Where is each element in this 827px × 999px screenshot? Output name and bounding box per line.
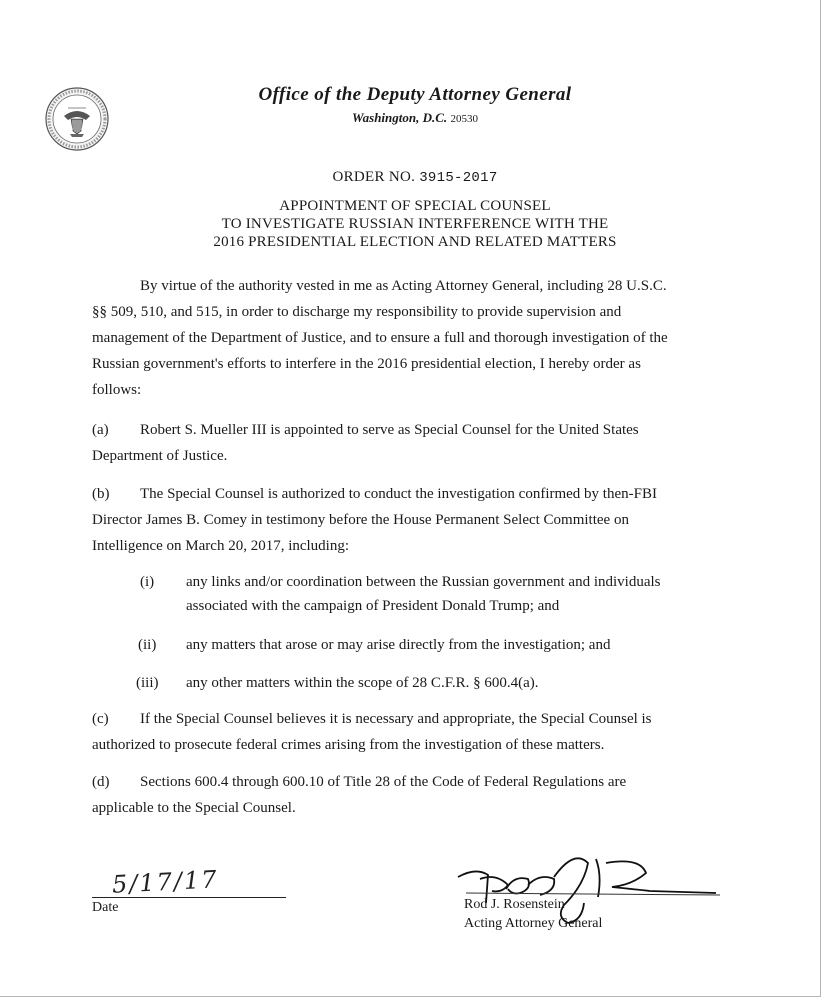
order-label: ORDER NO. <box>332 169 416 185</box>
section-c-line-2: authorized to prosecute federal crimes arising from the investigation of these matters. <box>92 737 605 753</box>
title-line-1: APPOINTMENT OF SPECIAL COUNSEL <box>279 198 551 214</box>
date-line <box>92 897 286 898</box>
subitem-iii-label: (iii) <box>136 675 159 691</box>
handwritten-date: 5/17/17 <box>111 865 220 899</box>
title-line-3: 2016 PRESIDENTIAL ELECTION AND RELATED MATTERS <box>213 234 617 250</box>
intro-line-1: By virtue of the authority vested in me as Acting Attorney General, including 28 U.S.C. <box>140 278 667 294</box>
order-number-value: 3915-2017 <box>419 170 498 186</box>
section-a-line-1: Robert S. Mueller III is appointed to serve as Special Counsel for the United States <box>140 422 639 438</box>
section-c-line-1: If the Special Counsel believes it is necessary and appropriate, the Special Counsel is <box>140 711 652 727</box>
order-number <box>200 169 630 186</box>
section-a-line-2: Department of Justice. <box>92 448 228 464</box>
section-b-line-1: The Special Counsel is authorized to conduct the investigation confirmed by then-FBI <box>140 486 657 502</box>
section-a-label: (a) <box>92 422 109 438</box>
signer-name: Rod J. Rosenstein <box>464 897 565 912</box>
letterhead-zip: 20530 <box>450 113 478 125</box>
letterhead-office: Office of the Deputy Attorney General <box>258 84 572 105</box>
signer-title: Acting Attorney General <box>464 916 603 931</box>
letterhead-city: Washington, D.C. <box>352 110 448 125</box>
subitem-i-line-1: any links and/or coordination between the Russian government and individuals <box>186 574 661 590</box>
section-d-line-2: applicable to the Special Counsel. <box>92 800 296 816</box>
section-b-line-2: Director James B. Comey in testimony before the House Permanent Select Committee on <box>92 512 629 528</box>
section-c-label: (c) <box>92 711 109 727</box>
letterhead-address <box>200 110 630 126</box>
subitem-ii-label: (ii) <box>138 637 157 653</box>
date-label: Date <box>92 900 119 915</box>
section-d-line-1: Sections 600.4 through 600.10 of Title 28 of the Code of Federal Regulations are <box>140 774 627 790</box>
intro-line-5: follows: <box>92 382 142 398</box>
subitem-i-line-2: associated with the campaign of President Donald Trump; and <box>186 598 560 614</box>
doj-seal-icon <box>44 86 110 152</box>
subitem-i-label: (i) <box>140 574 155 590</box>
section-d-label: (d) <box>92 774 110 790</box>
section-b-label: (b) <box>92 486 110 502</box>
intro-line-3: management of the Department of Justice, and to ensure a full and thorough investigation of the <box>92 330 668 346</box>
intro-line-2: §§ 509, 510, and 515, in order to discharge my responsibility to provide supervision and <box>92 304 622 320</box>
subitem-ii-line-1: any matters that arose or may arise directly from the investigation; and <box>186 637 611 653</box>
title-line-2: TO INVESTIGATE RUSSIAN INTERFERENCE WITH THE <box>221 216 609 232</box>
intro-line-4: Russian government's efforts to interfere in the 2016 presidential election, I hereby order as <box>92 356 641 372</box>
subitem-iii-line-1: any other matters within the scope of 28 C.F.R. § 600.4(a). <box>186 675 539 691</box>
section-b-line-3: Intelligence on March 20, 2017, including: <box>92 538 350 554</box>
